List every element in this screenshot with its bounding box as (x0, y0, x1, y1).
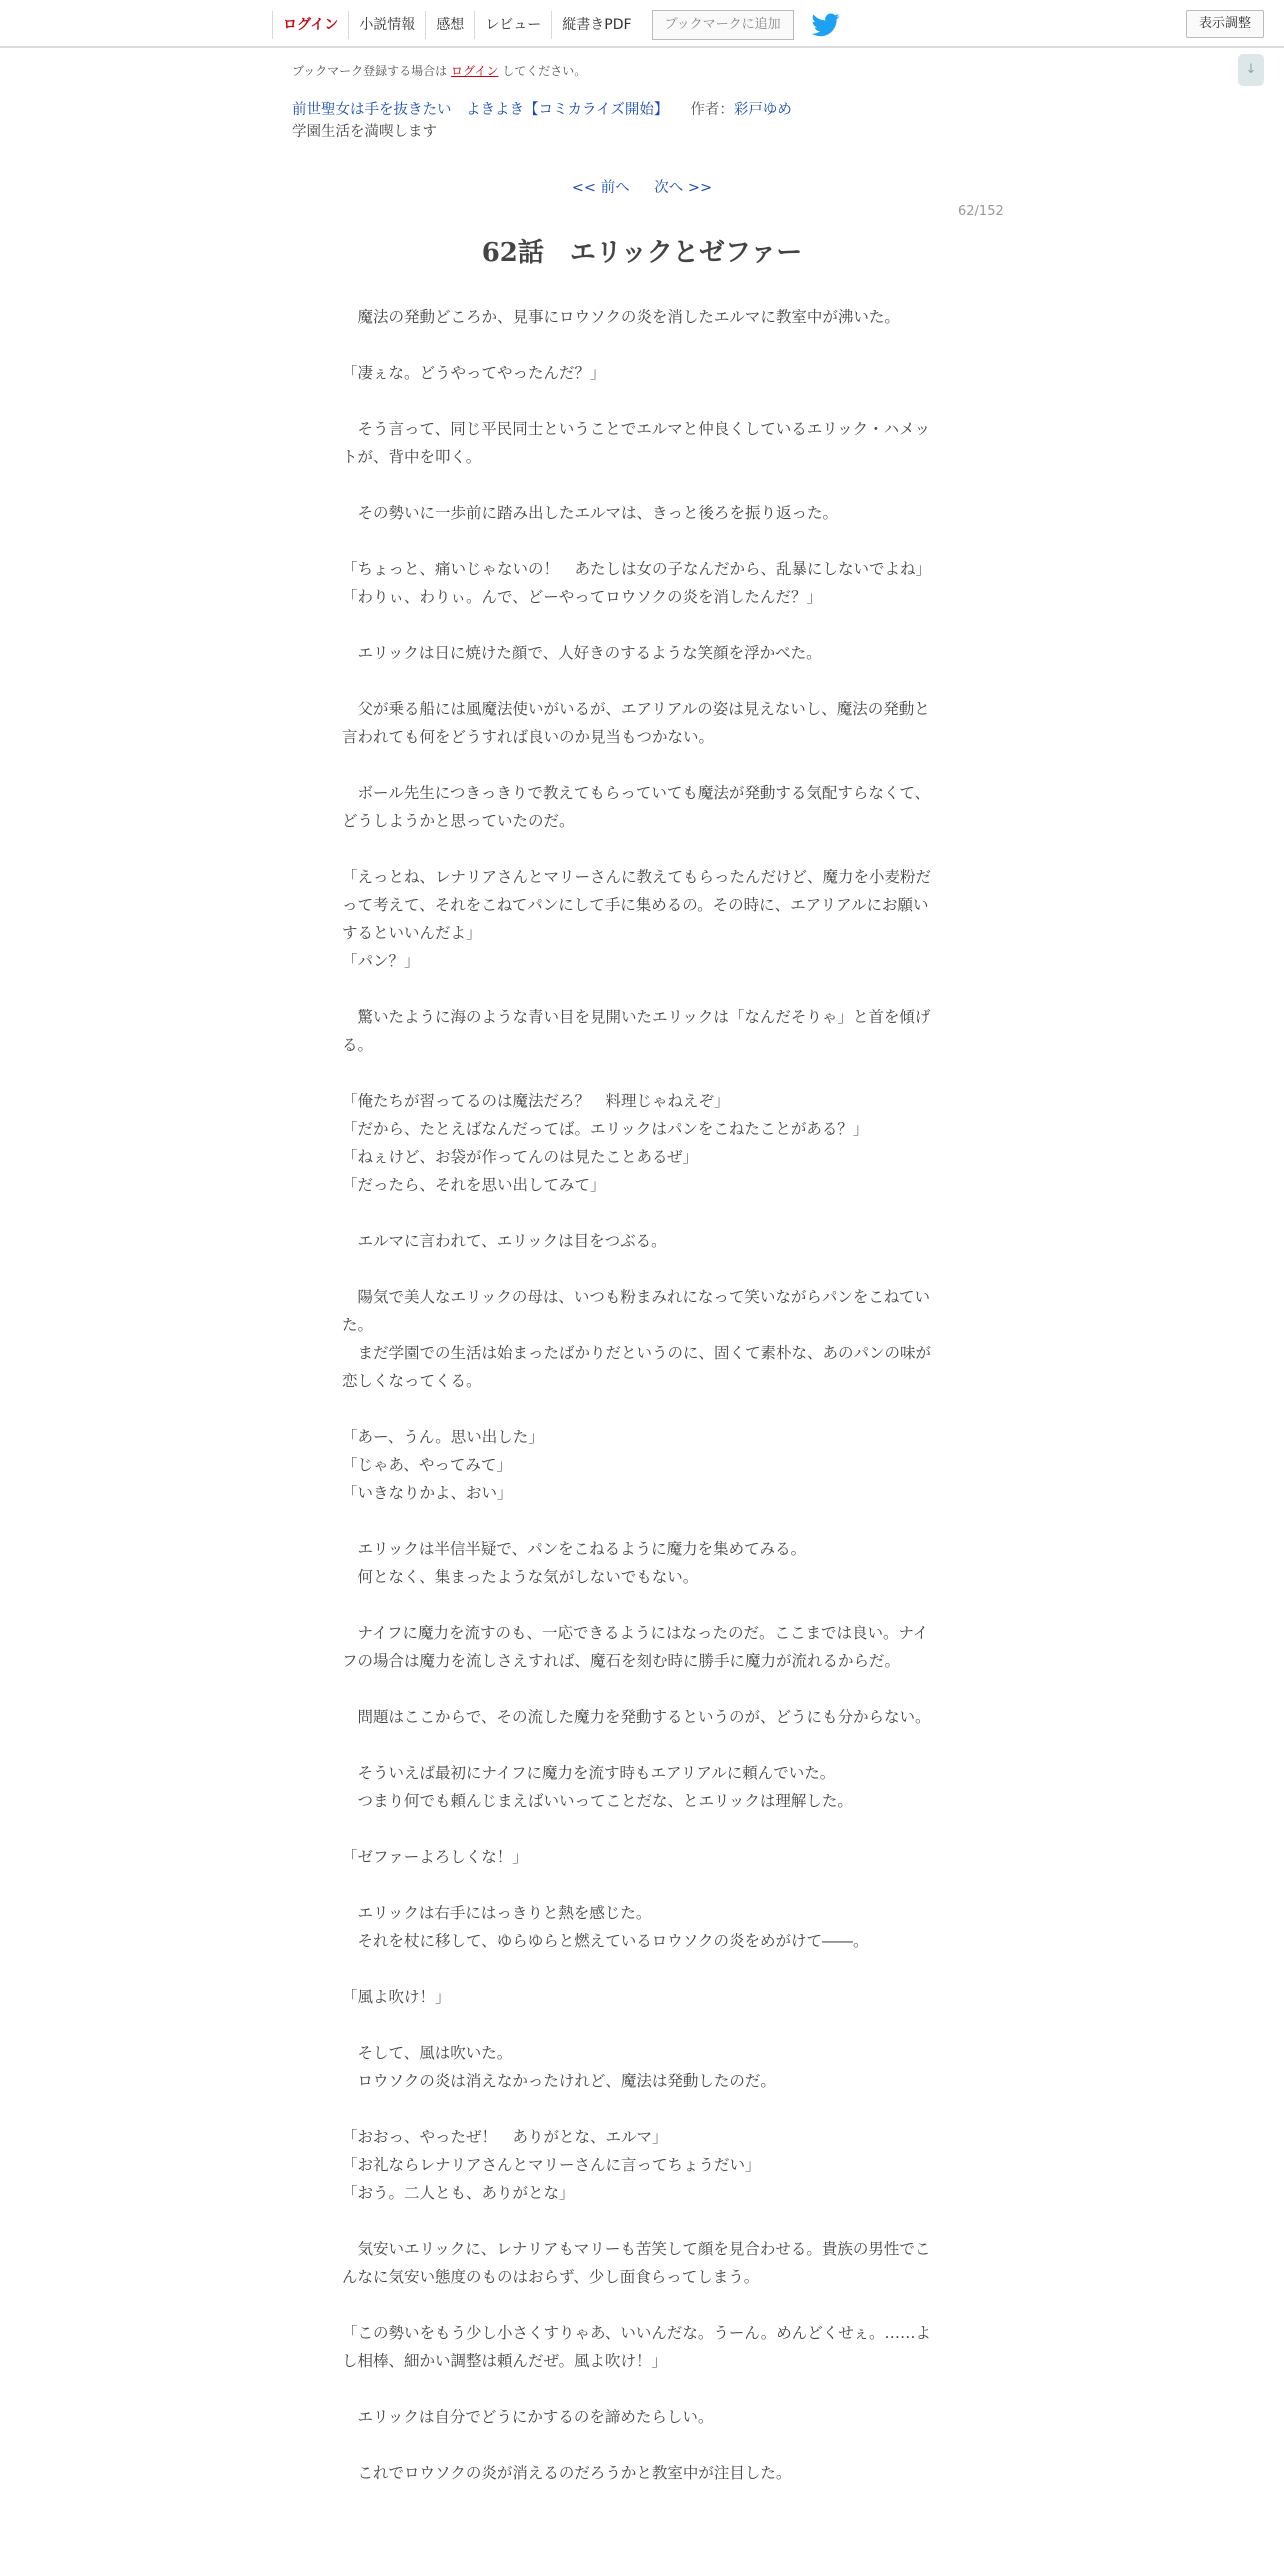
blank-line (342, 387, 936, 415)
twitter-bird-icon[interactable] (812, 13, 840, 37)
blank-line (342, 975, 936, 1003)
body-line: ロウソクの炎は消えなかったけれど、魔法は発動したのだ。 (342, 2072, 776, 2090)
body-line: 「ちょっと、痛いじゃないの！ あたしは女の子なんだから、乱暴にしないでよね」 (342, 560, 932, 578)
blank-line (342, 1815, 936, 1843)
chapter-body (342, 303, 936, 2487)
body-line: 驚いたように海のような青い目を見開いたエリックは「なんだそりゃ」と首を傾げる。 (342, 1008, 931, 1054)
body-line: 父が乗る船には風魔法使いがいるが、エアリアルの姿は見えないし、魔法の発動と言われても何をどうすれば良いのか見当もつかない。 (342, 700, 930, 746)
blank-line (342, 2431, 936, 2459)
body-line: 「この勢いをもう少し小さくすりゃあ、いいんだな。うーん。めんどくせぇ。……よし相棒、細かい調整は頼んだぜ。風よ吹け！」 (342, 2324, 932, 2370)
body-line: ナイフに魔力を流すのも、一応できるようにはなったのだ。ここまでは良い。ナイフの場合は魔力を流しさえすれば、魔石を刻む時に勝手に魔力が流れるからだ。 (342, 1624, 929, 1670)
blank-line (342, 1255, 936, 1283)
blank-line (342, 667, 936, 695)
login-note-after: してください。 (502, 64, 587, 78)
body-line: エリックは右手にはっきりと熱を感じた。 (342, 1904, 652, 1922)
body-line: 「パン？」 (342, 952, 420, 970)
body-line: 問題はここからで、その流した魔力を発動するというのが、どうにも分からない。 (342, 1708, 931, 1726)
body-line: 何となく、集まったような気がしないでもない。 (342, 1568, 699, 1586)
author-link[interactable]: 彩戸ゆめ (733, 102, 792, 118)
body-line: 陽気で美人なエリックの母は、いつも粉まみれになって笑いながらパンをこねていた。 (342, 1288, 930, 1334)
scroll-down-button[interactable] (1238, 54, 1264, 86)
chapter-count: 62/152 (958, 204, 1004, 219)
body-line: 「じゃあ、やってみて」 (342, 1456, 512, 1474)
bookmark-login-note (292, 62, 586, 79)
body-line: エリックは半信半疑で、パンをこねるように魔力を集めてみる。 (342, 1540, 807, 1558)
body-line: エリックは日に焼けた顔で、人好きのするような笑顔を浮かべた。 (342, 644, 822, 662)
body-line: 「おう。二人とも、ありがとな」 (342, 2184, 575, 2202)
blank-line (342, 1731, 936, 1759)
body-line: まだ学園での生活は始まったばかりだというのに、固くて素朴な、あのパンの味が恋しくなってくる。 (342, 1344, 932, 1390)
body-line: 「おおっ、やったぜ！ ありがとな、エルマ」 (342, 2128, 668, 2146)
blank-line (342, 2095, 936, 2123)
blank-line (342, 1395, 936, 1423)
blank-line (342, 1199, 936, 1227)
novel-title-link[interactable]: 前世聖女は手を抜きたい よきよき【コミカライズ開始】 (292, 102, 669, 118)
body-line: その勢いに一歩前に踏み出したエルマは、きっと後ろを振り返った。 (342, 504, 839, 522)
body-line: ボール先生につきっきりで教えてもらっていても魔法が発動する気配すらなくて、どうしようかと思っていたのだ。 (342, 784, 931, 830)
login-note-before: ブックマーク登録する場合は (292, 64, 448, 78)
add-bookmark-button[interactable]: ブックマークに追加 (652, 10, 794, 40)
body-line: 「わりぃ、わりぃ。んで、どーやってロウソクの炎を消したんだ？」 (342, 588, 823, 606)
blank-line (342, 2011, 936, 2039)
body-line: エリックは自分でどうにかするのを諦めたらしい。 (342, 2408, 714, 2426)
body-line: エルマに言われて、エリックは目をつぶる。 (342, 1232, 667, 1250)
nav-vertical-pdf-link[interactable]: 縦書きPDF (551, 11, 641, 39)
blank-line (342, 2375, 936, 2403)
login-note-link[interactable]: ログイン (451, 64, 499, 78)
body-line: 「いきなりかよ、おい」 (342, 1484, 513, 1502)
blank-line (342, 527, 936, 555)
body-line: 「お礼ならレナリアさんとマリーさんに言ってちょうだい」 (342, 2156, 761, 2174)
chapter-title: 62話 エリックとゼファー (481, 238, 803, 268)
body-line: そう言って、同じ平民同士ということでエルマと仲良くしているエリック・ハメットが、背中を叩く。 (342, 420, 931, 466)
body-line: そういえば最初にナイフに魔力を流す時もエアリアルに頼んでいた。 (342, 1764, 836, 1782)
down-arrow-icon: ↓ (1245, 62, 1257, 77)
body-line: それを杖に移して、ゆらゆらと燃えているロウソクの炎をめがけて――。 (342, 1932, 869, 1950)
blank-line (342, 331, 936, 359)
blank-line (342, 1591, 936, 1619)
blank-line (342, 1675, 936, 1703)
chapter-section-title: 学園生活を満喫します (292, 124, 437, 140)
body-line: これでロウソクの炎が消えるのだろうかと教室中が注目した。 (342, 2464, 792, 2482)
body-line: 「だったら、それを思い出してみて」 (342, 1176, 606, 1194)
novel-title-line (292, 98, 792, 119)
author-label: 作者： (690, 102, 734, 118)
blank-line (342, 1059, 936, 1087)
nav-review-link[interactable]: レビュー (474, 11, 551, 39)
body-line: 「ゼファーよろしくな！」 (342, 1848, 528, 1866)
blank-line (342, 611, 936, 639)
blank-line (342, 835, 936, 863)
blank-line (342, 751, 936, 779)
prev-chapter-link[interactable]: << 前へ (571, 180, 630, 196)
blank-line (342, 1955, 936, 1983)
nav-login-link[interactable]: ログイン (272, 11, 348, 39)
blank-line (342, 2291, 936, 2319)
body-line: 「あー、うん。思い出した」 (342, 1428, 544, 1446)
blank-line (342, 2207, 936, 2235)
blank-line (342, 1871, 936, 1899)
blank-line (342, 1507, 936, 1535)
next-chapter-link[interactable]: 次へ >> (654, 180, 713, 196)
nav-novel-info-link[interactable]: 小説情報 (348, 11, 425, 39)
blank-line (342, 471, 936, 499)
body-line: 「ねぇけど、お袋が作ってんのは見たことあるぜ」 (342, 1148, 699, 1166)
body-line: そして、風は吹いた。 (342, 2044, 513, 2062)
top-header (0, 0, 1284, 48)
body-line: 「風よ吹け！」 (342, 1988, 451, 2006)
body-line: 魔法の発動どころか、見事にロウソクの炎を消したエルマに教室中が沸いた。 (342, 308, 900, 326)
nav-impression-link[interactable]: 感想 (425, 11, 474, 39)
body-line: 「えっとね、レナリアさんとマリーさんに教えてもらったんだけど、魔力を小麦粉だって考えて、それをこねてパンにして手に集めるの。その時に、エアリアルにお願いするといいんだよ」 (342, 868, 932, 942)
body-line: つまり何でも頼んじまえばいいってことだな、とエリックは理解した。 (342, 1792, 853, 1810)
chapter-pager (0, 176, 1284, 197)
body-line: 気安いエリックに、レナリアもマリーも苦笑して顔を見合わせる。貴族の男性でこんなに気安い態度のものはおらず、少し面食らってしまう。 (342, 2240, 931, 2286)
display-settings-button[interactable]: 表示調整 (1186, 10, 1264, 38)
body-line: 「俺たちが習ってるのは魔法だろ？ 料理じゃねえぞ」 (342, 1092, 730, 1110)
global-nav (272, 10, 840, 40)
body-line: 「だから、たとえばなんだってば。エリックはパンをこねたことがある？」 (342, 1120, 869, 1138)
body-line: 「凄ぇな。どうやってやったんだ？」 (342, 364, 606, 382)
